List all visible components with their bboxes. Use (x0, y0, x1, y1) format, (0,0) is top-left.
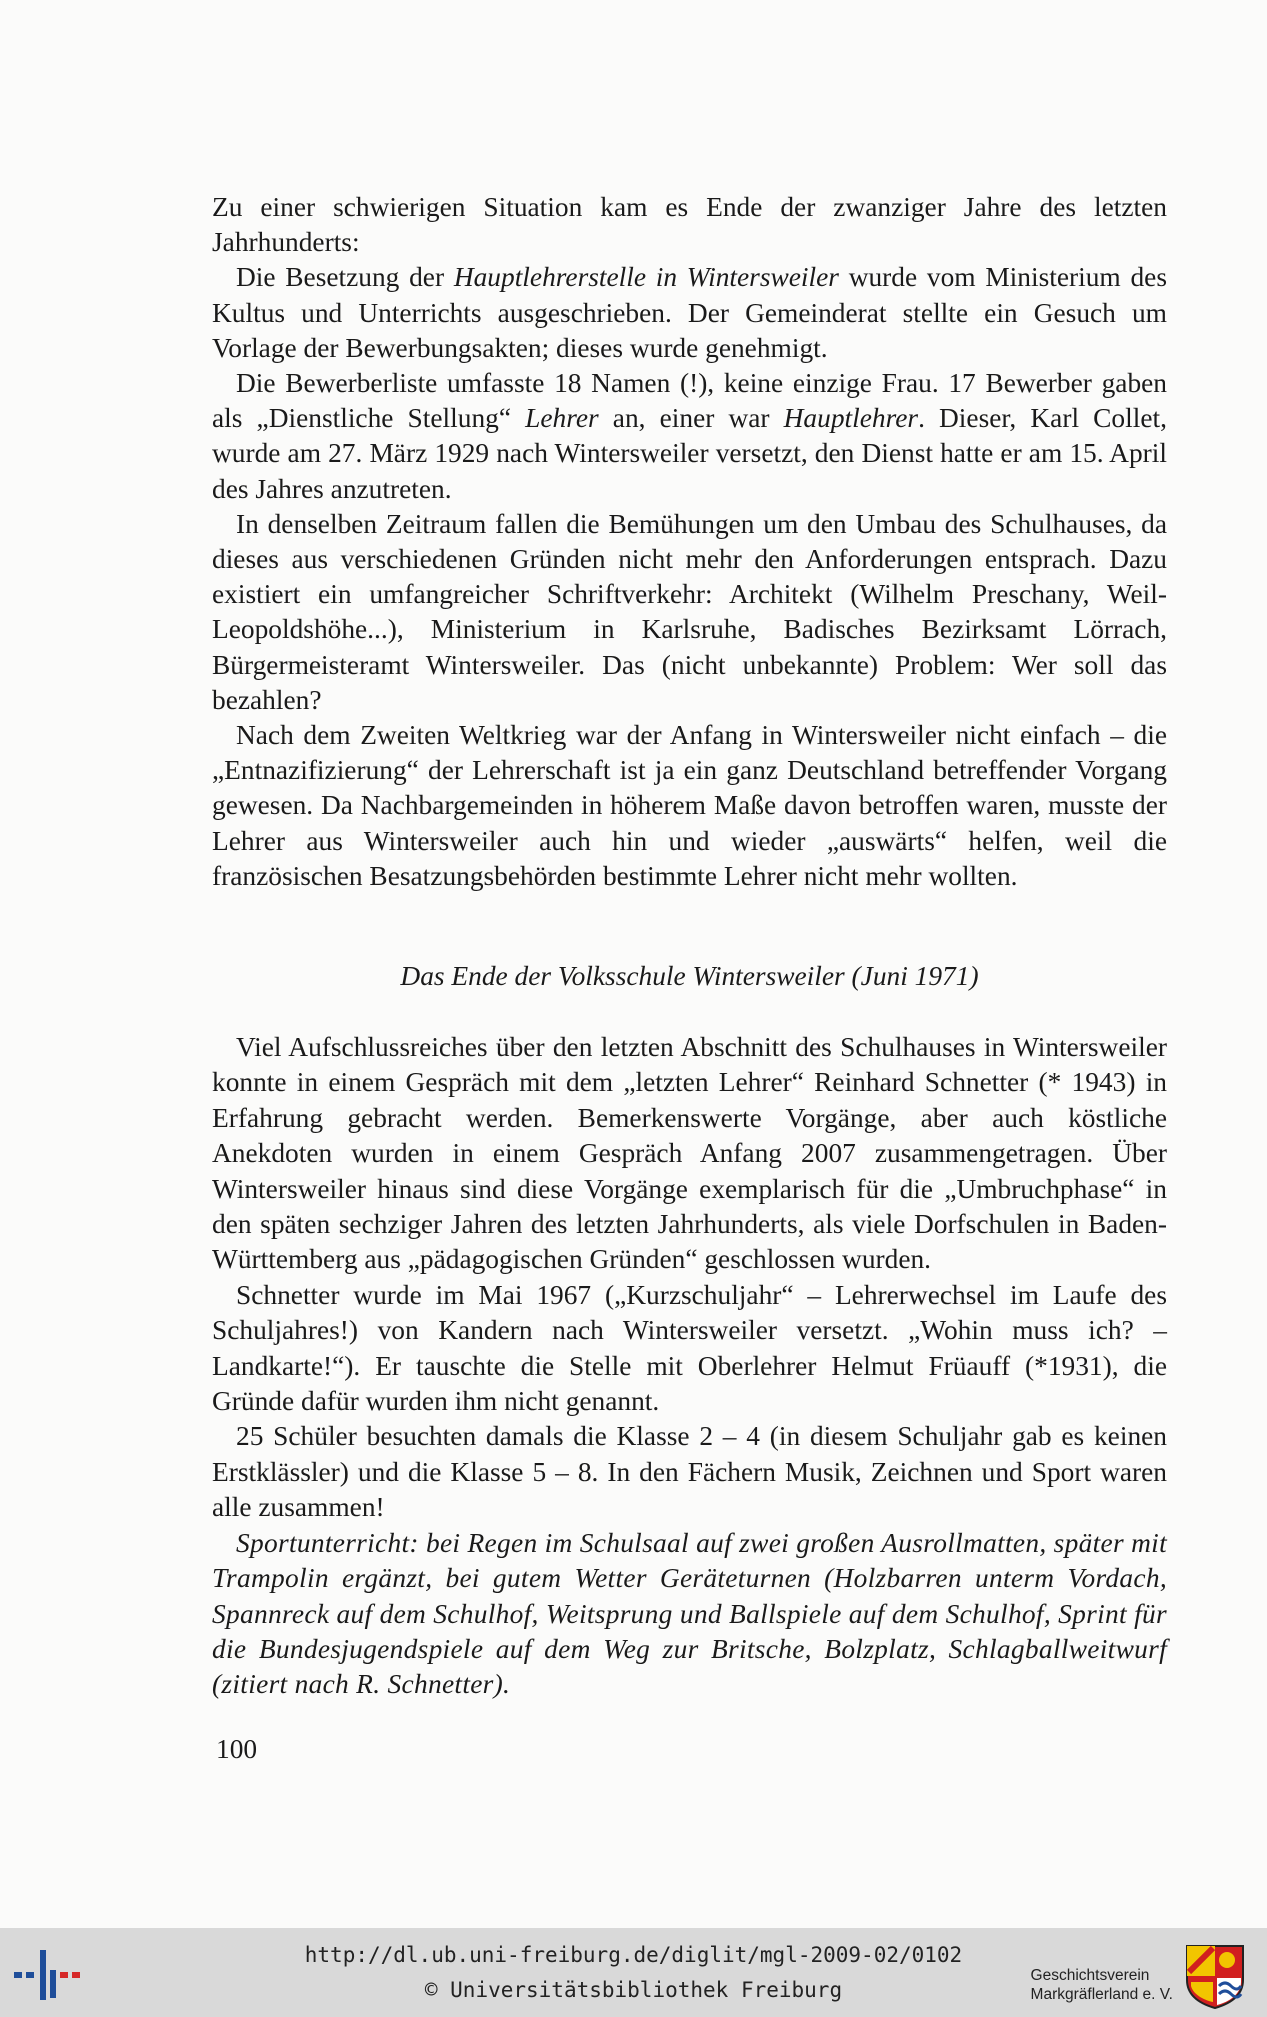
text-run: Die Besetzung der (236, 262, 454, 293)
paragraph: Sportunterricht: bei Regen im Schulsaal auf zwei großen Ausrollmatten, später mit Trampolin ergänzt, bei gutem Wetter Geräteturnen (Holzbarren unterm Vordach, Spannreck auf dem Schulhof, Weitsprung und Ballspiele auf dem Schulhof, Sprint für die Bundesjugendspiele auf dem Weg zur Britsche, Bolzplatz, Schlagballweitwurf (zitiert nach R. Schnetter). (212, 1527, 1167, 1700)
body-text-section-1 (212, 190, 1167, 894)
emphasized-text: Hauptlehrer (783, 403, 919, 434)
emphasized-text: Hauptlehrerstelle in Wintersweiler (453, 262, 839, 293)
society-line-1: Geschichtsverein (1030, 1967, 1150, 1984)
paragraph: Viel Aufschlussreiches über den letzten Abschnitt des Schulhauses in Wintersweiler konnte in einem Gespräch mit dem „letzten Lehrer“ Reinhard Schnetter (* 1943) in Erfahrung gebracht werden. Bemerkenswerte Vorgänge, aber auch köstliche Anekdoten wurden in einem Gespräch Anfang 2007 zusammengetragen. Über Wintersweiler hinaus sind diese Vorgänge exemplarisch für die „Umbruchphase“ in den späten sechziger Jahren des letzten Jahrhunderts, als viele Dorfschulen in Baden-Württemberg aus „pädagogischen Gründen“ geschlossen wurden. (212, 1032, 1167, 1275)
paragraph: In denselben Zeitraum fallen die Bemühungen um den Umbau des Schulhauses, da dieses aus verschiedenen Gründen nicht mehr den Anforderungen entsprach. Dazu existiert ein umfangreicher Schriftverkehr: Architekt (Wilhelm Preschany, Weil-Leopoldshöhe...), Ministerium in Karlsruhe, Badisches Bezirksamt Lörrach, Bürgermeisteramt Wintersweiler. Das (nicht unbekannte) Problem: Wer soll das bezahlen? (212, 508, 1167, 715)
paragraph: Nach dem Zweiten Weltkrieg war der Anfang in Wintersweiler nicht einfach – die „Entnazifizierung“ der Lehrerschaft ist ja ein ganz Deutschland betreffender Vorgang gewesen. Da Nachbargemeinden in höherem Maße davon betroffen waren, musste der Lehrer aus Wintersweiler auch hin und wieder „auswärts“ helfen, weil die französischen Besatzungsbehörden bestimmte Lehrer nicht mehr wollten. (212, 720, 1167, 891)
body-text-section-2 (212, 1030, 1167, 1703)
paragraph (212, 260, 1167, 366)
footer-copyright: © Universitätsbibliothek Freiburg (424, 1978, 843, 2002)
paragraph: Zu einer schwierigen Situation kam es Ende der zwanziger Jahre des letzten Jahrhunderts: (212, 192, 1167, 258)
section-heading: Das Ende der Volksschule Wintersweiler (Juni 1971) (400, 961, 979, 991)
viewer-footer (0, 1928, 1267, 2017)
society-line-2: Markgräflerland e. V. (1030, 1986, 1173, 2003)
text-run: an, einer war (598, 403, 784, 434)
page-number: 100 (216, 1734, 258, 1764)
text-run: wurde vom Ministerium des Kultus und Unterrichts ausgeschrieben. Der Gemeinderat stellte ein Gesuch um Vorlage der Bewerbungsakten; dieses wurde genehmigt. (212, 262, 1167, 363)
emphasized-text: Lehrer (525, 403, 599, 434)
paragraph (212, 366, 1167, 507)
footer-url-link[interactable]: http://dl.ub.uni-freiburg.de/diglit/mgl-2009-02/0102 (304, 1943, 963, 1967)
paragraph: 25 Schüler besuchten damals die Klasse 2 – 4 (in diesem Schuljahr gab es keinen Erstklässler) und die Klasse 5 – 8. In den Fächern Musik, Zeichnen und Sport waren alle zusammen! (212, 1421, 1167, 1523)
text-run: . Dieser, Karl Collet, wurde am 27. März 1929 nach Wintersweiler versetzt, den Dienst hatte er am 15. April des Jahres anzutreten. (212, 403, 1167, 504)
text-run: Die Bewerberliste umfasste 18 Namen (!), keine einzige Frau. 17 Bewerber gaben als „Dienstliche Stellung“ (212, 368, 1167, 434)
footer-society-name (1031, 1966, 1173, 2004)
coat-of-arms-icon (1183, 1942, 1247, 2010)
paragraph: Schnetter wurde im Mai 1967 („Kurzschuljahr“ – Lehrerwechsel im Laufe des Schuljahres!) von Kandern nach Wintersweiler versetzt. „Wohin muss ich? – Landkarte!“). Er tauschte die Stelle mit Oberlehrer Helmut Früauff (*1931), die Gründe dafür wurden ihm nicht genannt. (212, 1279, 1167, 1417)
